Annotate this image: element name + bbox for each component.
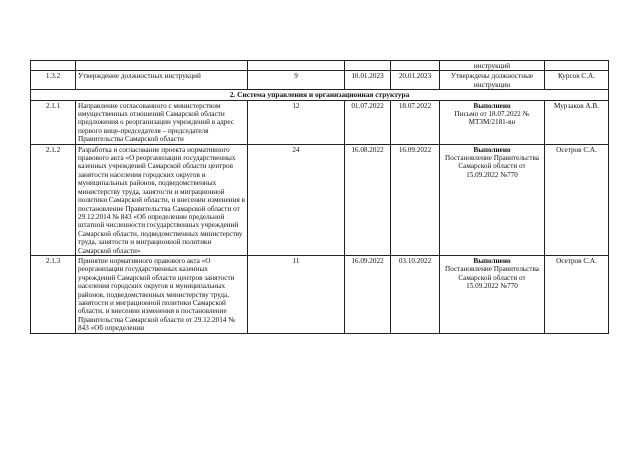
- item-days: 9: [248, 71, 345, 90]
- item-description: Направление согласованного с министерством имущественных отношений Самарской области предложения о реорганизации учреждений в адрес первого вице-председателя – председателя Правительства Самарской области: [76, 100, 248, 144]
- item-days: 11: [248, 255, 345, 333]
- item-description: Утверждение должностных инструкций: [76, 71, 248, 90]
- item-number: 2.1.2: [31, 144, 76, 255]
- item-result: Утверждены должностные инструкции: [440, 71, 545, 90]
- table-row: [31, 61, 609, 71]
- item-days: 12: [248, 100, 345, 144]
- item-result-cell: [440, 255, 545, 333]
- item-start-date: 16.09.2022: [345, 255, 391, 333]
- item-number: 2.1.1: [31, 100, 76, 144]
- item-end-date: 03.10.2022: [391, 255, 440, 333]
- item-result-status: Выполнено: [473, 256, 511, 265]
- item-start-date: 01.07.2022: [345, 100, 391, 144]
- item-result-cell: [440, 100, 545, 144]
- item-result-text: Письмо от 18.07.2022 № МТЗМ/2181-вн: [454, 110, 530, 127]
- table-row: [31, 144, 609, 255]
- item-start-date: 10.01.2023: [345, 71, 391, 90]
- item-result-status: Выполнено: [473, 145, 511, 154]
- section-title: 2. Система управления и организационная структура: [31, 90, 609, 100]
- section-header-row: [31, 90, 609, 100]
- item-start-date: 16.08.2022: [345, 144, 391, 255]
- item-description: Разработка и согласование проекта нормативного правового акта «О реорганизации государственных казенных учреждений Самарской области центров занятости населения городских округов и муниципальных районов, подведомственных министерству труда, занятости и миграционной политики Самарской области, и внесении изменения в постановление Правительства Самарской области от 29.12.2014 № 843 «Об определении предельной штатной численности государственных учреждений Самарской области, подведомственных министерству труда, занятости и миграционной политики Самарской области»: [76, 144, 248, 255]
- item-number: 2.1.3: [31, 255, 76, 333]
- item-responsible: Курсов С.А.: [545, 71, 609, 90]
- item-days: 24: [248, 144, 345, 255]
- table-row: [31, 255, 609, 333]
- table-row: [31, 71, 609, 90]
- item-result-cell: [440, 144, 545, 255]
- item-result-text: Постановление Правительства Самарской области от 15.09.2022 №770: [445, 265, 539, 291]
- item-description: Принятие нормативного правового акта «О реорганизации государственных казенных учреждений Самарской области центров занятости населения городских округов и муниципальных районов, подведомственных министерству труда, занятости и миграционной политики Самарской области, и внесении изменения в постановление Правительства Самарской области от 29.12.2014 № 843 «Об определении: [76, 255, 248, 333]
- item-result-status: Выполнено: [473, 101, 511, 110]
- item-end-date: 16.09.2022: [391, 144, 440, 255]
- item-number: 1.3.2: [31, 71, 76, 90]
- item-responsible: Осетров С.А.: [545, 255, 609, 333]
- table-row: [31, 100, 609, 144]
- item-responsible: Осетров С.А.: [545, 144, 609, 255]
- item-end-date: 20.01.2023: [391, 71, 440, 90]
- result-cell: инструкций: [440, 61, 545, 71]
- item-end-date: 18.07.2022: [391, 100, 440, 144]
- item-result-text: Постановление Правительства Самарской области от 15.09.2022 №770: [445, 154, 539, 179]
- plan-table: [30, 60, 609, 334]
- item-responsible: Мурзаков А.В.: [545, 100, 609, 144]
